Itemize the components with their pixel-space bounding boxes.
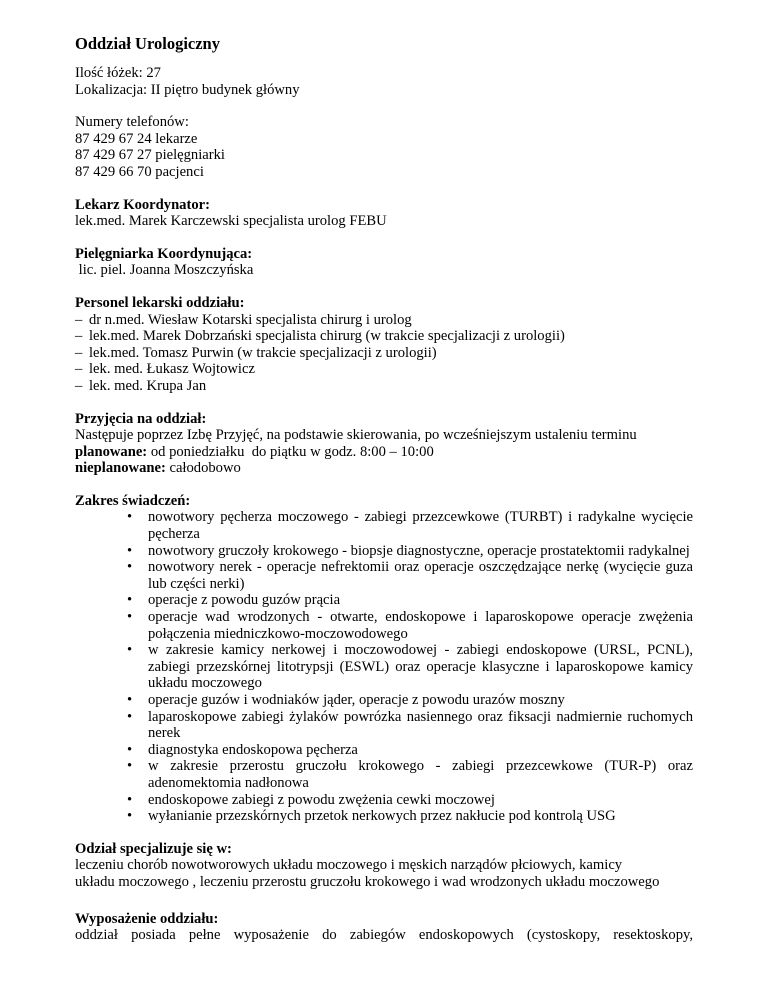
nurse-section bbox=[75, 246, 693, 279]
service-item bbox=[127, 709, 693, 742]
equipment-heading: Wyposażenie oddziału: bbox=[75, 910, 219, 927]
service-text: w zakresie kamicy nerkowej i moczowodowej - zabiegi endoskopowe (URSL, PCNL), zabiegi przezskórnej litotrypsji (ESWL) oraz operacje klasyczne i laparoskopowe kamicy układu moczowego bbox=[148, 642, 693, 692]
specialization-line-2: układu moczowego , leczeniu przerostu gruczołu krokowego i wad wrodzonych układu moczowego bbox=[75, 873, 660, 890]
service-text: diagnostyka endoskopowa pęcherza bbox=[148, 741, 358, 758]
coordinator-name: lek.med. Marek Karczewski specjalista urolog FEBU bbox=[75, 213, 387, 230]
service-text: operacje z powodu guzów prącia bbox=[148, 592, 341, 609]
phone-patients: 87 429 66 70 pacjenci bbox=[75, 163, 204, 180]
service-text: nowotwory pęcherza moczowego - zabiegi przezcewkowe (TURBT) i radykalne wycięcie pęcherza bbox=[148, 509, 693, 543]
service-text: wyłanianie przezskórnych przetok nerkowych przez nakłucie pod kontrolą USG bbox=[148, 808, 616, 825]
bullet-marker: • bbox=[127, 708, 133, 725]
service-item bbox=[127, 509, 693, 542]
bullet-marker: • bbox=[127, 592, 133, 609]
equipment-section bbox=[75, 911, 693, 944]
coordinator-heading: Lekarz Koordynator: bbox=[75, 196, 210, 213]
bullet-marker: • bbox=[127, 542, 133, 559]
staff-item bbox=[75, 345, 693, 362]
phone-numbers bbox=[75, 114, 693, 180]
beds-count: Ilość łóżek: 27 bbox=[75, 65, 161, 81]
dash-marker: – bbox=[75, 377, 83, 394]
staff-name: lek.med. Tomasz Purwin (w trakcie specjalizacji z urologii) bbox=[89, 344, 437, 361]
bullet-marker: • bbox=[127, 642, 133, 659]
admissions-planned bbox=[75, 444, 693, 461]
unplanned-label: nieplanowane: bbox=[75, 460, 166, 477]
planned-label: planowane: bbox=[75, 443, 148, 460]
staff-item bbox=[75, 328, 693, 345]
coordinator-section bbox=[75, 197, 693, 230]
services-list bbox=[75, 509, 693, 824]
service-text: laparoskopowe zabiegi żylaków powrózka nasiennego oraz fiksacji nadmiernie ruchomych nerek bbox=[148, 708, 693, 742]
service-text: operacje guzów i wodniaków jąder, operacje z powodu urazów moszny bbox=[148, 692, 565, 708]
basic-info bbox=[75, 65, 693, 98]
bullet-marker: • bbox=[127, 609, 133, 626]
staff-name: dr n.med. Wiesław Kotarski specjalista chirurg i urolog bbox=[89, 311, 412, 328]
staff-name: lek.med. Marek Dobrzański specjalista chirurg (w trakcie specjalizacji z urologii) bbox=[89, 328, 565, 345]
service-item bbox=[127, 592, 693, 609]
location: Lokalizacja: II piętro budynek główny bbox=[75, 81, 300, 98]
bullet-marker: • bbox=[127, 791, 133, 808]
bullet-marker: • bbox=[127, 509, 133, 526]
phones-heading: Numery telefonów: bbox=[75, 114, 189, 131]
bullet-marker: • bbox=[127, 808, 133, 825]
nurse-name: lic. piel. Joanna Moszczyńska bbox=[75, 262, 254, 279]
service-item bbox=[127, 559, 693, 592]
service-item bbox=[127, 792, 693, 809]
dash-marker: – bbox=[75, 361, 83, 378]
specialization-heading: Odział specjalizuje się w: bbox=[75, 840, 232, 857]
service-item bbox=[127, 742, 693, 759]
bullet-marker: • bbox=[127, 741, 133, 758]
staff-item bbox=[75, 378, 693, 395]
service-text: nowotwory nerek - operacje nefrektomii oraz operacje oszczędzające nerkę (wycięcie guza lub części nerki) bbox=[148, 559, 693, 592]
services-section bbox=[75, 493, 693, 825]
service-item bbox=[127, 642, 693, 692]
planned-text: od poniedziałku do piątku w godz. 8:00 – 10:00 bbox=[147, 443, 434, 460]
service-item bbox=[127, 692, 693, 709]
service-item bbox=[127, 808, 693, 825]
staff-name: lek. med. Łukasz Wojtowicz bbox=[89, 361, 255, 378]
unplanned-text: całodobowo bbox=[165, 460, 241, 477]
staff-heading: Personel lekarski oddziału: bbox=[75, 294, 245, 311]
service-text: nowotwory gruczoły krokowego - biopsje diagnostyczne, operacje prostatektomii radykalnej bbox=[148, 542, 690, 559]
staff-name: lek. med. Krupa Jan bbox=[89, 377, 207, 394]
specialization-line-1: leczeniu chorób nowotworowych układu moczowego i męskich narządów płciowych, kamicy bbox=[75, 857, 623, 874]
phone-doctors: 87 429 67 24 lekarze bbox=[75, 130, 198, 147]
equipment-text: oddział posiada pełne wyposażenie do zabiegów endoskopowych (cystoskopy, resektoskopy, bbox=[75, 927, 693, 944]
bullet-marker: • bbox=[127, 692, 133, 708]
service-item bbox=[127, 758, 693, 791]
service-text: endoskopowe zabiegi z powodu zwężenia cewki moczowej bbox=[148, 791, 495, 808]
dash-marker: – bbox=[75, 311, 83, 328]
specialization-section bbox=[75, 841, 693, 891]
bullet-marker: • bbox=[127, 758, 133, 775]
dash-marker: – bbox=[75, 344, 83, 361]
staff-item bbox=[75, 312, 693, 329]
admissions-heading: Przyjęcia na oddział: bbox=[75, 410, 207, 427]
services-heading: Zakres świadczeń: bbox=[75, 492, 191, 509]
page-title: Oddział Urologiczny bbox=[75, 34, 220, 53]
staff-item bbox=[75, 361, 693, 378]
document-body bbox=[75, 35, 693, 960]
admissions-unplanned bbox=[75, 460, 693, 477]
bullet-marker: • bbox=[127, 559, 133, 576]
staff-list bbox=[75, 312, 693, 395]
service-text: w zakresie przerostu gruczołu krokowego - zabiegi przezcewkowe (TUR-P) oraz adenomektomia nadłonowa bbox=[148, 758, 693, 791]
dash-marker: – bbox=[75, 328, 83, 345]
service-item bbox=[127, 609, 693, 642]
phone-nurses: 87 429 67 27 pielęgniarki bbox=[75, 147, 225, 164]
admissions-section bbox=[75, 411, 693, 477]
admissions-text: Następuje poprzez Izbę Przyjęć, na podstawie skierowania, po wcześniejszym ustaleniu terminu bbox=[75, 427, 637, 444]
service-text: operacje wad wrodzonych - otwarte, endoskopowe i laparoskopowe operacje zwężenia połączenia miedniczkowo-moczowodowego bbox=[148, 609, 693, 642]
staff-section bbox=[75, 295, 693, 395]
service-item bbox=[127, 543, 693, 560]
nurse-heading: Pielęgniarka Koordynująca: bbox=[75, 245, 253, 262]
